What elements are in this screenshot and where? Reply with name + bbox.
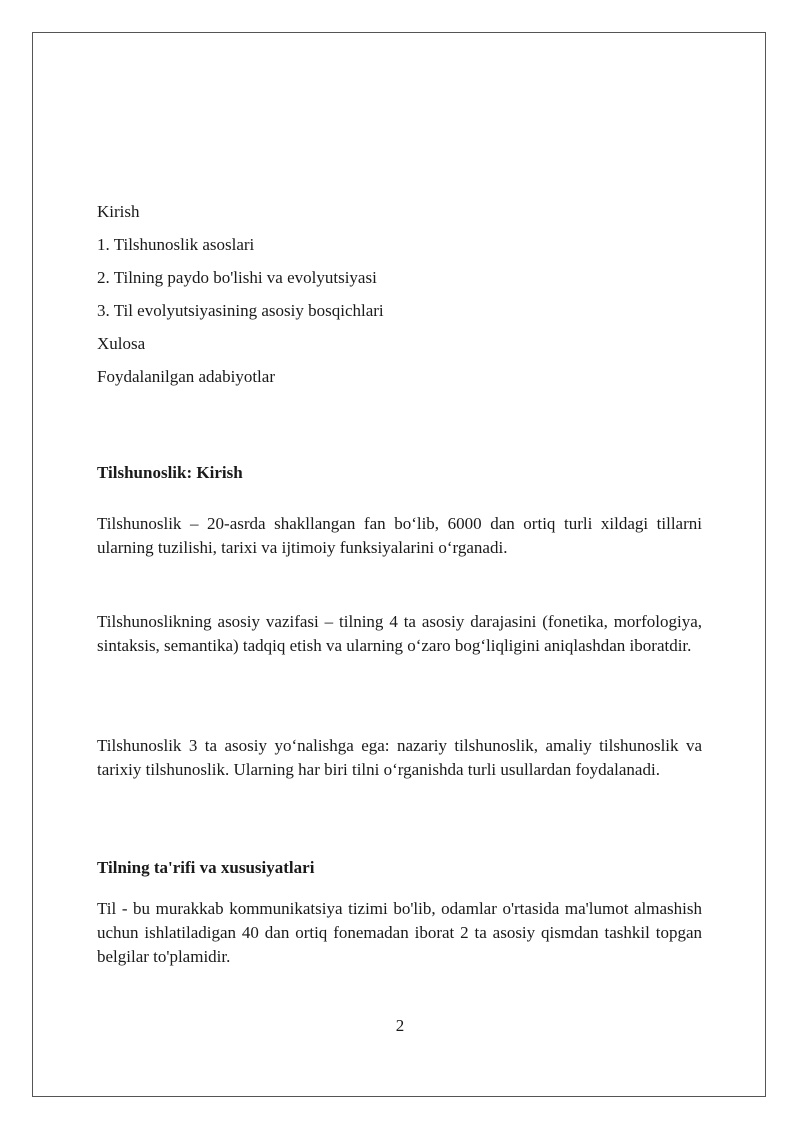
paragraph-definition: Til - bu murakkab kommunikatsiya tizimi bo'lib, odamlar o'rtasida ma'lumot almashish uchun ishlatiladigan 40 dan ortiq fonemadan iborat 2 ta asosiy qismdan tashkil topgan belgilar to'plamidir. — [97, 899, 702, 966]
toc-item-conclusion: Xulosa — [97, 334, 146, 353]
toc-item-1: 1. Tilshunoslik asoslari — [97, 235, 255, 254]
paragraph-intro-1: Tilshunoslik – 20-asrda shakllangan fan bo‘lib, 6000 dan ortiq turli xildagi tillarni ularning tuzilishi, tarixi va ijtimoiy funksiyalarini o‘rganadi. — [97, 514, 702, 557]
table-of-contents — [97, 200, 702, 398]
page-number: 2 — [395, 1016, 405, 1035]
toc-item-2: 2. Tilning paydo bo'lishi va evolyutsiyasi — [97, 268, 377, 287]
toc-item-intro: Kirish — [97, 202, 140, 221]
toc-item-references: Foydalanilgan adabiyotlar — [97, 367, 275, 386]
paragraph-intro-2: Tilshunoslikning asosiy vazifasi – tilning 4 ta asosiy darajasini (fonetika, morfologiya, sintaksis, semantika) tadqiq etish va ularning o‘zaro bog‘liqligini aniqlashdan iboratdir. — [97, 612, 702, 655]
section-heading-definition: Tilning ta'rifi va xususiyatlari — [97, 858, 315, 877]
section-heading-intro: Tilshunoslik: Kirish — [97, 463, 243, 482]
toc-item-3: 3. Til evolyutsiyasining asosiy bosqichlari — [97, 301, 384, 320]
paragraph-intro-3: Tilshunoslik 3 ta asosiy yo‘nalishga ega: nazariy tilshunoslik, amaliy tilshunoslik va tarixiy tilshunoslik. Ularning har biri tilni o‘rganishda turli usullardan foydalanadi. — [97, 736, 702, 779]
